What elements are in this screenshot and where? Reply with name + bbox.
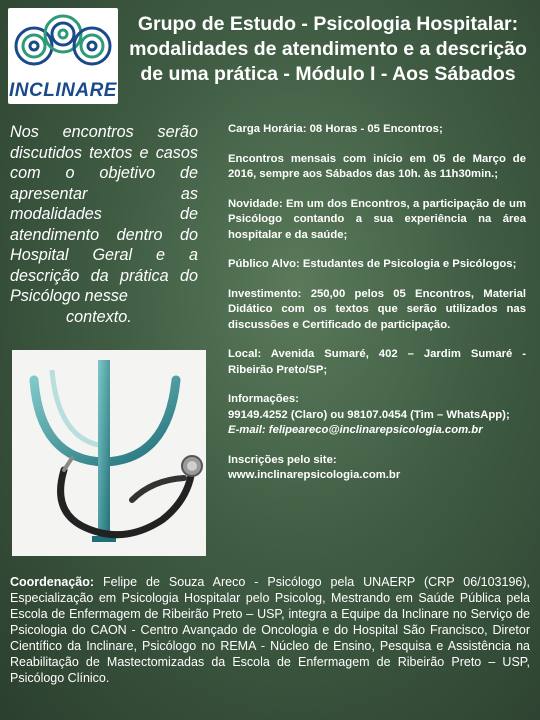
- intro-text: [10, 122, 198, 327]
- local: Local: Avenida Sumaré, 402 – Jardim Sumaré - Ribeirão Preto/SP;: [228, 348, 526, 376]
- inscricoes-label: Inscrições pelo site:: [228, 453, 337, 466]
- investimento: Investimento: 250,00 pelos 05 Encontros, Material Didático com os textos que serão utilizados nas discussões e Certificado de participação.: [228, 287, 526, 331]
- site-link[interactable]: www.inclinarepsicologia.com.br: [228, 469, 401, 481]
- logo-text: INCLINARE: [9, 80, 117, 101]
- psi-symbol-icon: [12, 350, 206, 556]
- inscricoes: [228, 453, 526, 484]
- psi-stethoscope-image: [12, 350, 206, 556]
- novidade: Novidade: Em um dos Encontros, a participação de um Psicólogo contando a sua experiência na área hospitalar e da saúde;: [228, 197, 526, 241]
- carga-horaria: Carga Horária: 08 Horas - 05 Encontros;: [228, 123, 443, 135]
- coordenacao-body: Felipe de Souza Areco - Psicólogo pela UNAERP (CRP 06/103196), Especialização em Psicologia Hospitalar pelo Psicolog, Mestrando em Saúde Pública pela Escola de Enfermagem de Ribeirão Preto – USP, integra a Equipe da Inclinare no Serviço de Psicologia do CAON - Centro Avançado de Oncologia e do Hospital São Francisco, Diretor Científico da Inclinare, Psicólogo no REMA - Núcleo de Ensino, Pesquisa e Assistência na Reabilitação de Mastectomizadas da Escola de Enfermagem de Ribeirão Preto – USP, Psicólogo Clínico.: [10, 575, 530, 685]
- stethoscope-icon: [61, 456, 202, 535]
- publico-alvo: Público Alvo: Estudantes de Psicologia e Psicólogos;: [228, 258, 517, 270]
- coordenacao-label: Coordenação:: [10, 575, 95, 589]
- informacoes: [228, 392, 526, 439]
- title-line-3: de uma prática - Módulo I - Aos Sábados: [140, 63, 516, 85]
- inclinare-logo: [8, 8, 118, 104]
- phones: 99149.4252 (Claro) ou 98107.0454 (Tim – WhatsApp);: [228, 408, 510, 421]
- intro-last: contexto.: [66, 307, 132, 326]
- encontros: Encontros mensais com início em 05 de Março de 2016, sempre aos Sábados das 10h. às 11h30min.;: [228, 152, 526, 180]
- intro-body: Nos encontros serão discutidos textos e casos com o objetivo de apresentar as modalidades de atendimento dentro do Hospital Geral e a descrição da prática do Psicólogo nesse: [10, 123, 198, 305]
- logo-spiral-icon: [12, 12, 114, 78]
- title-line-1: Grupo de Estudo - Psicologia Hospitalar:: [137, 13, 519, 35]
- informacoes-label: Informações:: [228, 393, 299, 405]
- title-line-2: modalidades de atendimento e a descrição: [129, 38, 527, 60]
- coordenacao-text: [10, 574, 530, 686]
- email-link[interactable]: E-mail: felipeareco@inclinarepsicologia.com.br: [228, 424, 483, 436]
- details-column: [228, 122, 526, 498]
- page-title: [122, 12, 534, 87]
